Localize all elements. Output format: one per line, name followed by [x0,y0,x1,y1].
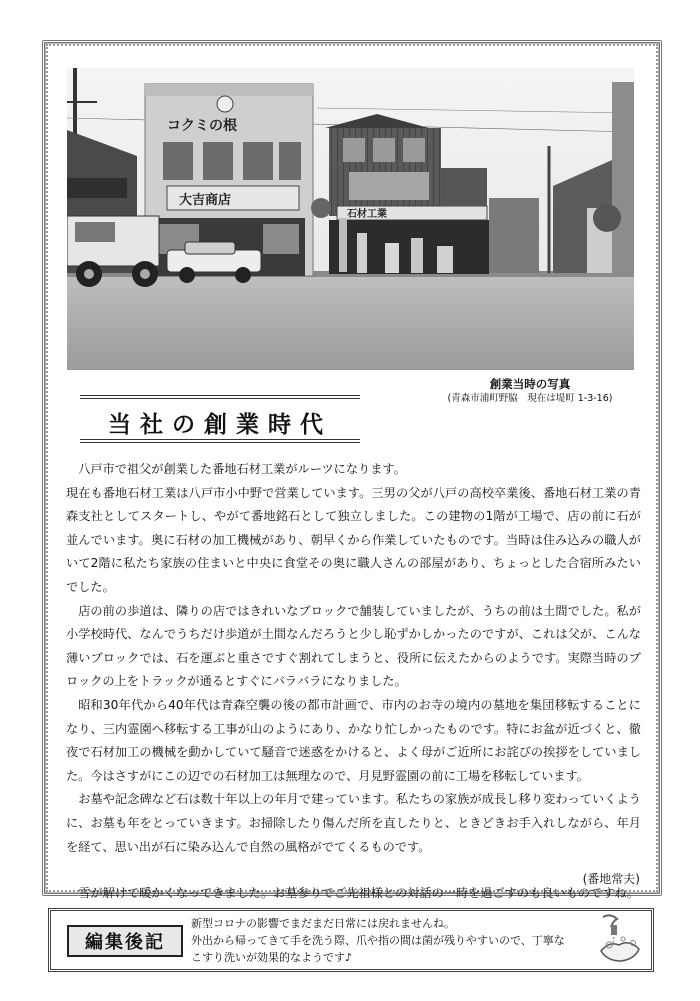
article-body [66,458,641,906]
editor-note-text [191,915,591,966]
editor-note-box [48,908,654,972]
photo-sign-right: 石材工業 [347,209,387,220]
photo-sign-lower: 大吉商店 [179,193,232,208]
paragraph-4: 昭和30年代から40年代は青森空襲の後の都市計画で、市内のお寺の境内の墓地を集団移転することになり、三内霊園へ移転する工事が山のようにあり、かなり忙しかったものです。特にお盆が近づくと、徹夜で石材加工の機械を動かしていて騒音で迷惑をかけると、よく母がご近所にお詫びの挨拶をしていました。今はさすがにこの辺での石材加工は無理なので、月見野霊園の前に工場を移転しています。 [66,697,641,783]
paragraph-2: 現在も番地石材工業は八戸市小中野で営業しています。三男の父が八戸の高校卒業後、番地石材工業の青森支社としてスタートし、やがて番地銘石として独立しました。この建物の1階が工場で、店の前に石が並んでいます。奥に石材の加工機械があり、朝早くから作業していたものです。当時は住み込みの職人がいて2階に私たち家族の住まいと中央に食堂その奥に職人さんの部屋があり、ちょっとした合宿所みたいでした。 [66,485,641,594]
paragraph-5: お墓や記念碑など石は数十年以上の年月で建っています。私たちの家族が成長し移り変わっていくように、お墓も年をとっていきます。お掃除したり傷んだ所を直したりと、ときどきお手入れしながら、年月を経て、思い出が石に染み込んで自然の風格がでてくるものです。 [66,792,641,854]
photo-caption-location: (青森市浦町野脇 現在は堤町 1-3-16) [447,393,613,404]
founding-photo [67,68,634,370]
author-signature: (番地常夫) [582,872,640,886]
editor-note-line-2: 外出から帰ってきて手を洗う際、爪や指の間は菌が残りやすいので、丁寧な [191,934,565,947]
section-heading: 当社の創業時代 [108,411,332,438]
editor-note-label-text: 編集後記 [85,932,165,953]
paragraph-3: 店の前の歩道は、隣りの店ではきれいなブロックで舗装していましたが、うちの前は土間でした。私が小学校時代、なんでうちだけ歩道が土間なんだろうと少し恥ずかしかったのですが、これは父が、こんな薄いブロックでは、石を運ぶと重さですぐ割れてしまうと、役所に伝えたからのようです。実際当時のブロックの上をトラックが通るとすぐにバラバラになりました。 [66,603,641,689]
paragraph-6: 雪が解けて暖かくなってきました。お墓参りでご先祖様との対話の一時を過ごすのも良いものですね。 [78,886,639,901]
photo-caption [420,376,640,406]
section-heading-box [80,395,360,443]
editor-note-line-3: こすり洗いが効果的なようです♪ [191,951,353,964]
editor-note-line-1: 新型コロナの影響でまだまだ日常には戻れませんね。 [191,917,455,930]
paragraph-1: 八戸市で祖父が創業した番地石材工業がルーツになります。 [78,462,406,476]
hand-washing-icon [593,913,645,969]
photo-caption-title: 創業当時の写真 [489,377,571,391]
photo-sign-top: コクミの根 [167,118,237,134]
editor-note-label [67,925,183,957]
